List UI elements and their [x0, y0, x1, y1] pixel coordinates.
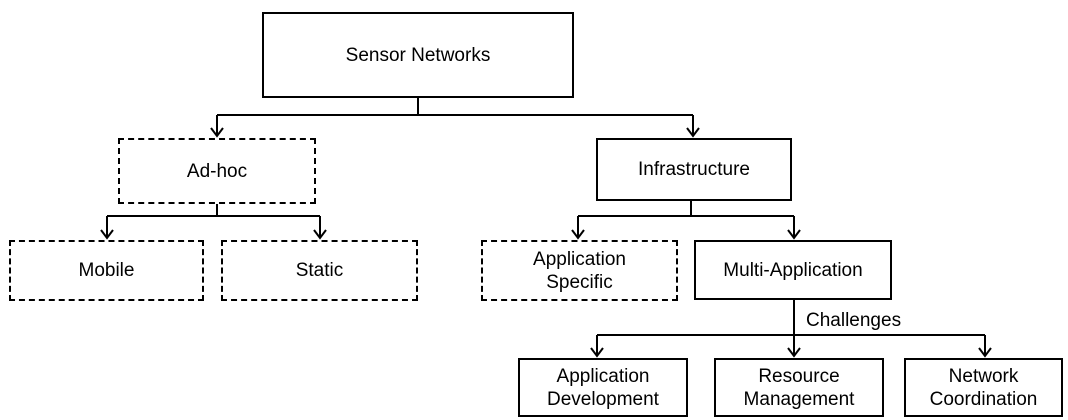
- node-infrastructure-label: Infrastructure: [638, 159, 750, 180]
- node-mobile: [9, 240, 204, 301]
- node-mobile-label: Mobile: [78, 260, 135, 281]
- node-infrastructure: [596, 138, 792, 201]
- node-network-coordination: [904, 358, 1063, 417]
- node-resource-management: [714, 358, 884, 417]
- node-sensor-networks: [262, 12, 574, 98]
- node-static-label: Static: [295, 260, 344, 281]
- node-application-specific-label: Application Specific: [533, 248, 626, 293]
- node-multi-application: [694, 240, 892, 300]
- edge-label-challenges: Challenges: [806, 310, 902, 331]
- node-adhoc-label: Ad-hoc: [186, 160, 248, 182]
- node-application-development-label: Application Development: [547, 365, 659, 410]
- node-adhoc: [118, 138, 316, 204]
- node-resource-management-label: Resource Management: [743, 365, 855, 410]
- node-network-coordination-label: Network Coordination: [929, 365, 1038, 410]
- node-application-development: [518, 358, 688, 417]
- node-application-specific: [481, 240, 678, 301]
- node-static: [221, 240, 418, 301]
- node-multi-application-label: Multi-Application: [723, 259, 863, 281]
- node-sensor-networks-label: Sensor Networks: [345, 44, 491, 66]
